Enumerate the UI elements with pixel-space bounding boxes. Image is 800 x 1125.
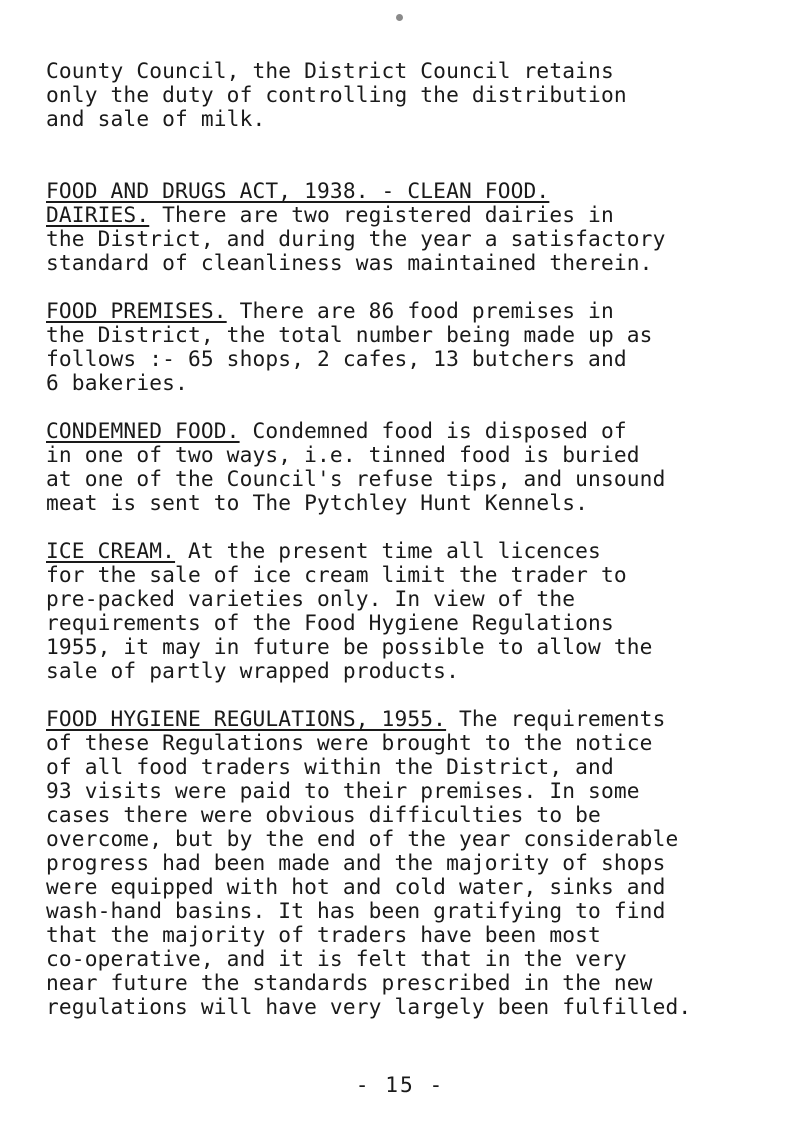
section-dairies — [46, 203, 776, 275]
section-heading: FOOD HYGIENE REGULATIONS, 1955. — [46, 706, 447, 731]
section-food-and-drugs-act — [46, 155, 776, 203]
section-body: At the present time all licences for the sale of ice cream limit the trader to pre-packed varieties only. In view of the requirements of the Food Hygiene Regulations 1955, it may in future be possible to allow the sale of partly wrapped products. — [46, 538, 653, 683]
section-condemned-food — [46, 419, 776, 515]
section-heading: ICE CREAM. — [46, 538, 176, 563]
top-dot-mark — [396, 14, 403, 21]
section-body: Condemned food is disposed of in one of two ways, i.e. tinned food is buried at one of the Council's refuse tips, and unsound meat is sent to The Pytchley Hunt Kennels. — [46, 418, 666, 515]
section-ice-cream — [46, 539, 776, 683]
section-body: There are two registered dairies in the District, and during the year a satisfactory standard of cleanliness was maintained therein. — [46, 202, 666, 275]
section-body: There are 86 food premises in the District, the total number being made up as follows :- 65 shops, 2 cafes, 13 butchers and 6 bakeries. — [46, 298, 653, 395]
section-body: The requirements of these Regulations were brought to the notice of all food traders within the District, and 93 visits were paid to their premises. In some cases there were obvious difficulties to be overcome, but by the end of the year considerable progress had been made and the majority of shops were equipped with hot and cold water, sinks and wash-hand basins. It has been gratifying to find that the majority of traders have been most co-operative, and it is felt that in the very near future the standards prescribed in the new regulations will have very largely been fulfilled. — [46, 706, 692, 1019]
page-number: - 15 - — [355, 1072, 445, 1097]
section-heading: CONDEMNED FOOD. — [46, 418, 240, 443]
section-heading: DAIRIES. — [46, 202, 150, 227]
intro-paragraph: County Council, the District Council retains only the duty of controlling the distribution and sale of milk. — [46, 58, 627, 131]
section-heading: FOOD PREMISES. — [46, 298, 227, 323]
section-heading: FOOD AND DRUGS ACT, 1938. - CLEAN FOOD. — [46, 178, 550, 203]
section-food-premises — [46, 299, 776, 395]
section-food-hygiene-regulations — [46, 707, 776, 1019]
